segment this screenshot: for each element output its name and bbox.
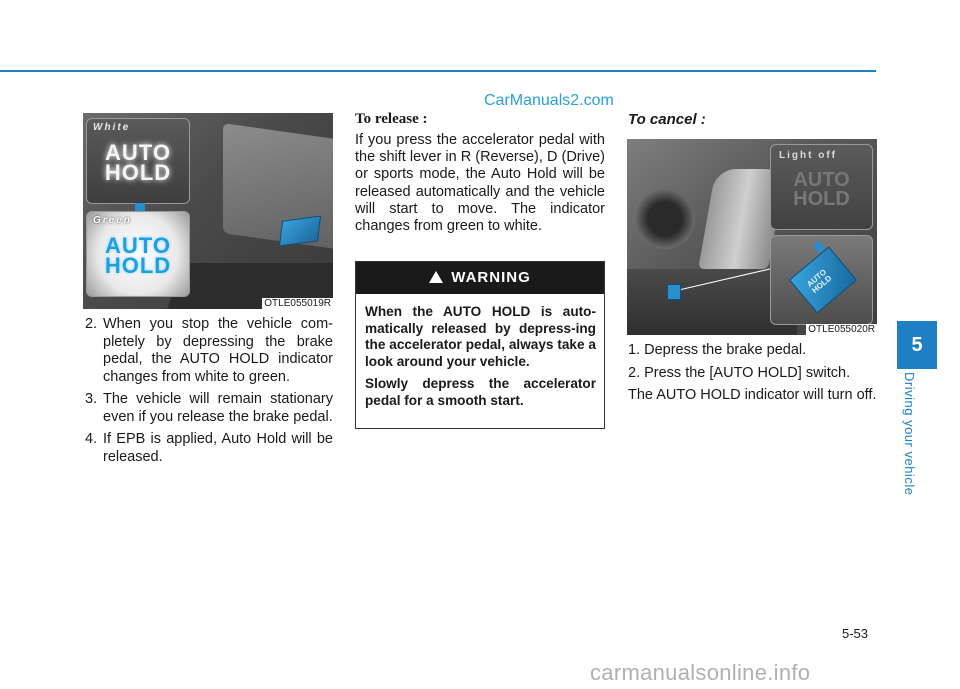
indicator-line2: HOLD xyxy=(793,188,850,210)
watermark-bottom[interactable]: carmanualsonline.info xyxy=(590,660,811,685)
list-item-number: 4. xyxy=(85,431,98,447)
warning-triangle-icon xyxy=(429,271,443,283)
indicator-line1: AUTO xyxy=(105,233,171,258)
release-heading: To release : xyxy=(355,111,428,127)
image-code: OTLE055019R xyxy=(264,298,331,309)
cup-holder xyxy=(635,189,695,249)
label-green: Green xyxy=(93,215,132,226)
cancel-step-1: 1. Depress the brake pedal. xyxy=(628,342,807,358)
indicator-white-box xyxy=(86,118,190,204)
label-white: White xyxy=(93,122,131,133)
cancel-steps xyxy=(628,342,878,410)
steps-list-left xyxy=(83,316,333,471)
chapter-title-text: Driving your vehicle xyxy=(902,372,917,496)
auto-hold-indicator-white xyxy=(87,140,189,185)
cancel-heading: To cancel : xyxy=(628,111,706,128)
header-rule xyxy=(0,70,876,72)
list-item-text: When you stop the vehicle com-pletely by depressing the brake pedal, the AUTO HOLD indicator changes from white to green. xyxy=(103,316,333,385)
auto-hold-indicator-off xyxy=(771,171,872,209)
chapter-tab[interactable]: 5 xyxy=(897,321,937,369)
indicator-line2: HOLD xyxy=(104,160,172,185)
list-item xyxy=(83,316,333,386)
auto-hold-switch-zoom xyxy=(789,246,857,313)
list-item-number: 2. xyxy=(85,316,98,332)
switch-label: AUTO HOLD xyxy=(805,267,834,296)
cancel-step-2: 2. Press the [AUTO HOLD] switch. xyxy=(628,364,851,381)
warning-title: WARNING xyxy=(451,269,531,286)
indicator-off-box xyxy=(770,144,873,230)
indicator-line1: AUTO xyxy=(105,140,171,165)
release-paragraph: If you press the accelerator pedal with the shift lever in R (Reverse), D (Drive) or sports mode, the Auto Hold will be released automatically and the vehicle will start to move. The indicator changes from green to white. xyxy=(355,132,605,235)
warning-box xyxy=(355,261,605,429)
watermark-top[interactable]: CarManuals2.com xyxy=(484,92,614,109)
list-item xyxy=(83,391,333,426)
label-light-off: Light off xyxy=(779,150,837,161)
warning-header xyxy=(356,262,604,294)
list-item xyxy=(83,431,333,466)
auto-hold-switch-illustration xyxy=(627,139,877,335)
list-item-text: If EPB is applied, Auto Hold will be released. xyxy=(103,431,333,465)
page-number: 5-53 xyxy=(842,626,869,641)
switch-zoom-box xyxy=(770,235,873,325)
list-item-text: The vehicle will remain stationary even if you release the brake pedal. xyxy=(103,391,333,425)
auto-hold-pedal-illustration xyxy=(83,113,333,309)
image-code: OTLE055020R xyxy=(808,324,875,335)
warning-text-2: Slowly depress the accelerator pedal for a smooth start. xyxy=(365,376,596,408)
indicator-green-box xyxy=(86,211,190,297)
warning-text-1: When the AUTO HOLD is auto-matically released by depress-ing the accelerator pedal, always take a look around your vehicle. xyxy=(365,304,596,369)
indicator-line1: AUTO xyxy=(793,169,850,191)
warning-body xyxy=(356,294,604,410)
list-item-number: 3. xyxy=(85,391,98,407)
indicator-line2: HOLD xyxy=(104,253,172,278)
chapter-title xyxy=(897,372,937,502)
auto-hold-switch xyxy=(667,284,681,300)
auto-hold-indicator-green xyxy=(87,233,189,278)
cancel-note: The AUTO HOLD indicator will turn off. xyxy=(628,387,877,403)
